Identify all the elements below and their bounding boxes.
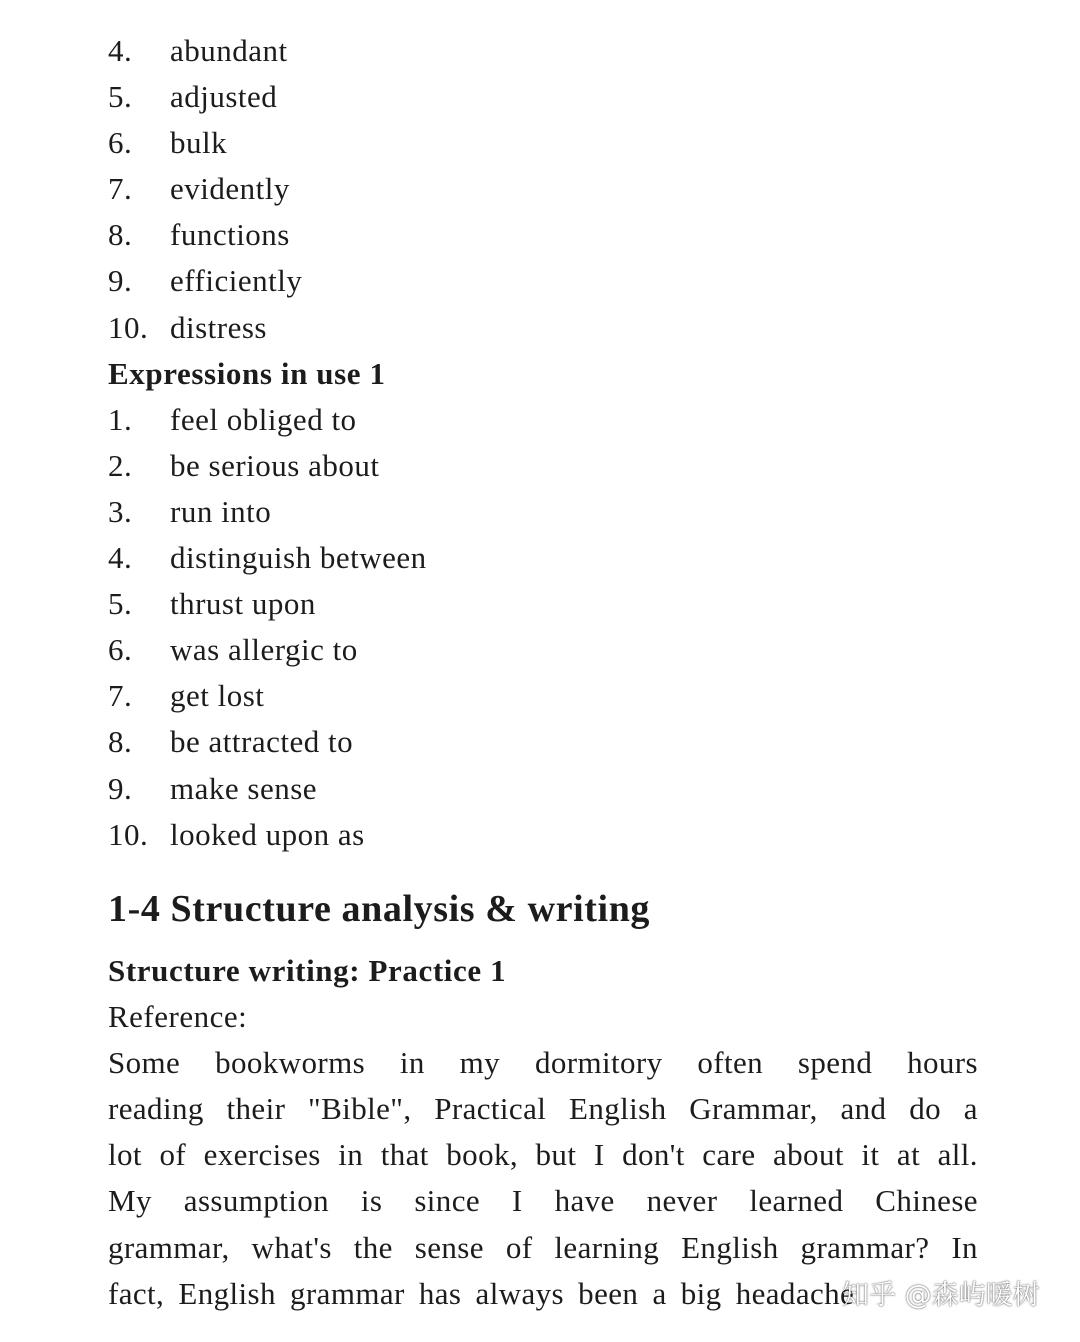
item-number: 8. [108, 724, 133, 760]
item-term: thrust upon [170, 586, 316, 622]
expressions-list [108, 397, 980, 858]
section-heading: 1-4 Structure analysis & writing [108, 887, 651, 930]
list-item [108, 812, 980, 858]
item-number: 6. [108, 125, 133, 161]
item-term: efficiently [170, 263, 303, 299]
item-number: 3. [108, 493, 133, 529]
item-number: 2. [108, 447, 133, 483]
item-number: 10. [108, 816, 149, 852]
item-number: 6. [108, 632, 133, 668]
item-number: 5. [108, 586, 133, 622]
paragraph-line: fact, English grammar has always been a big headache [108, 1275, 855, 1311]
expressions-heading: Expressions in use 1 [108, 355, 386, 391]
item-term: distress [170, 309, 267, 345]
document-page [108, 28, 980, 1317]
list-item [108, 28, 980, 74]
list-item [108, 120, 980, 166]
item-number: 8. [108, 217, 133, 253]
item-term: be serious about [170, 447, 380, 483]
list-item [108, 627, 980, 673]
paragraph-line: reading their "Bible", Practical English Grammar, and do a [108, 1091, 978, 1127]
item-term: functions [170, 217, 290, 253]
watermark: 知乎 @森屿暖树 [842, 1280, 1040, 1311]
item-number: 4. [108, 33, 133, 68]
paragraph-line: lot of exercises in that book, but I don't care about it at all. [108, 1137, 978, 1173]
item-term: abundant [170, 33, 288, 68]
list-item [108, 766, 980, 812]
item-number: 7. [108, 678, 133, 714]
item-number: 9. [108, 263, 133, 299]
paragraph-line: grammar, what's the sense of learning English grammar? In [108, 1229, 978, 1265]
vocab-list [108, 28, 980, 351]
item-term: bulk [170, 125, 228, 161]
paragraph-line: My assumption is since I have never learned Chinese [108, 1183, 978, 1219]
item-number: 9. [108, 770, 133, 806]
item-term: evidently [170, 171, 290, 207]
item-term: adjusted [170, 79, 278, 115]
list-item [108, 74, 980, 120]
list-item [108, 535, 980, 581]
list-item [108, 581, 980, 627]
reference-label: Reference: [108, 998, 248, 1034]
list-item [108, 212, 980, 258]
paragraph-line: Some bookworms in my dormitory often spend hours [108, 1044, 978, 1080]
item-term: make sense [170, 770, 318, 806]
item-number: 1. [108, 401, 133, 437]
item-number: 5. [108, 79, 133, 115]
practice-heading: Structure writing: Practice 1 [108, 952, 507, 988]
item-term: feel obliged to [170, 401, 357, 437]
list-item [108, 258, 980, 304]
item-number: 7. [108, 171, 133, 207]
list-item [108, 719, 980, 765]
item-term: was allergic to [170, 632, 358, 668]
item-term: run into [170, 493, 272, 529]
item-term: looked upon as [170, 816, 365, 852]
list-item [108, 397, 980, 443]
item-term: be attracted to [170, 724, 354, 760]
list-item [108, 489, 980, 535]
item-term: distinguish between [170, 540, 427, 576]
item-term: get lost [170, 678, 265, 714]
item-number: 4. [108, 540, 133, 576]
list-item [108, 443, 980, 489]
list-item [108, 673, 980, 719]
item-number: 10. [108, 309, 149, 345]
list-item [108, 166, 980, 212]
list-item [108, 305, 980, 351]
